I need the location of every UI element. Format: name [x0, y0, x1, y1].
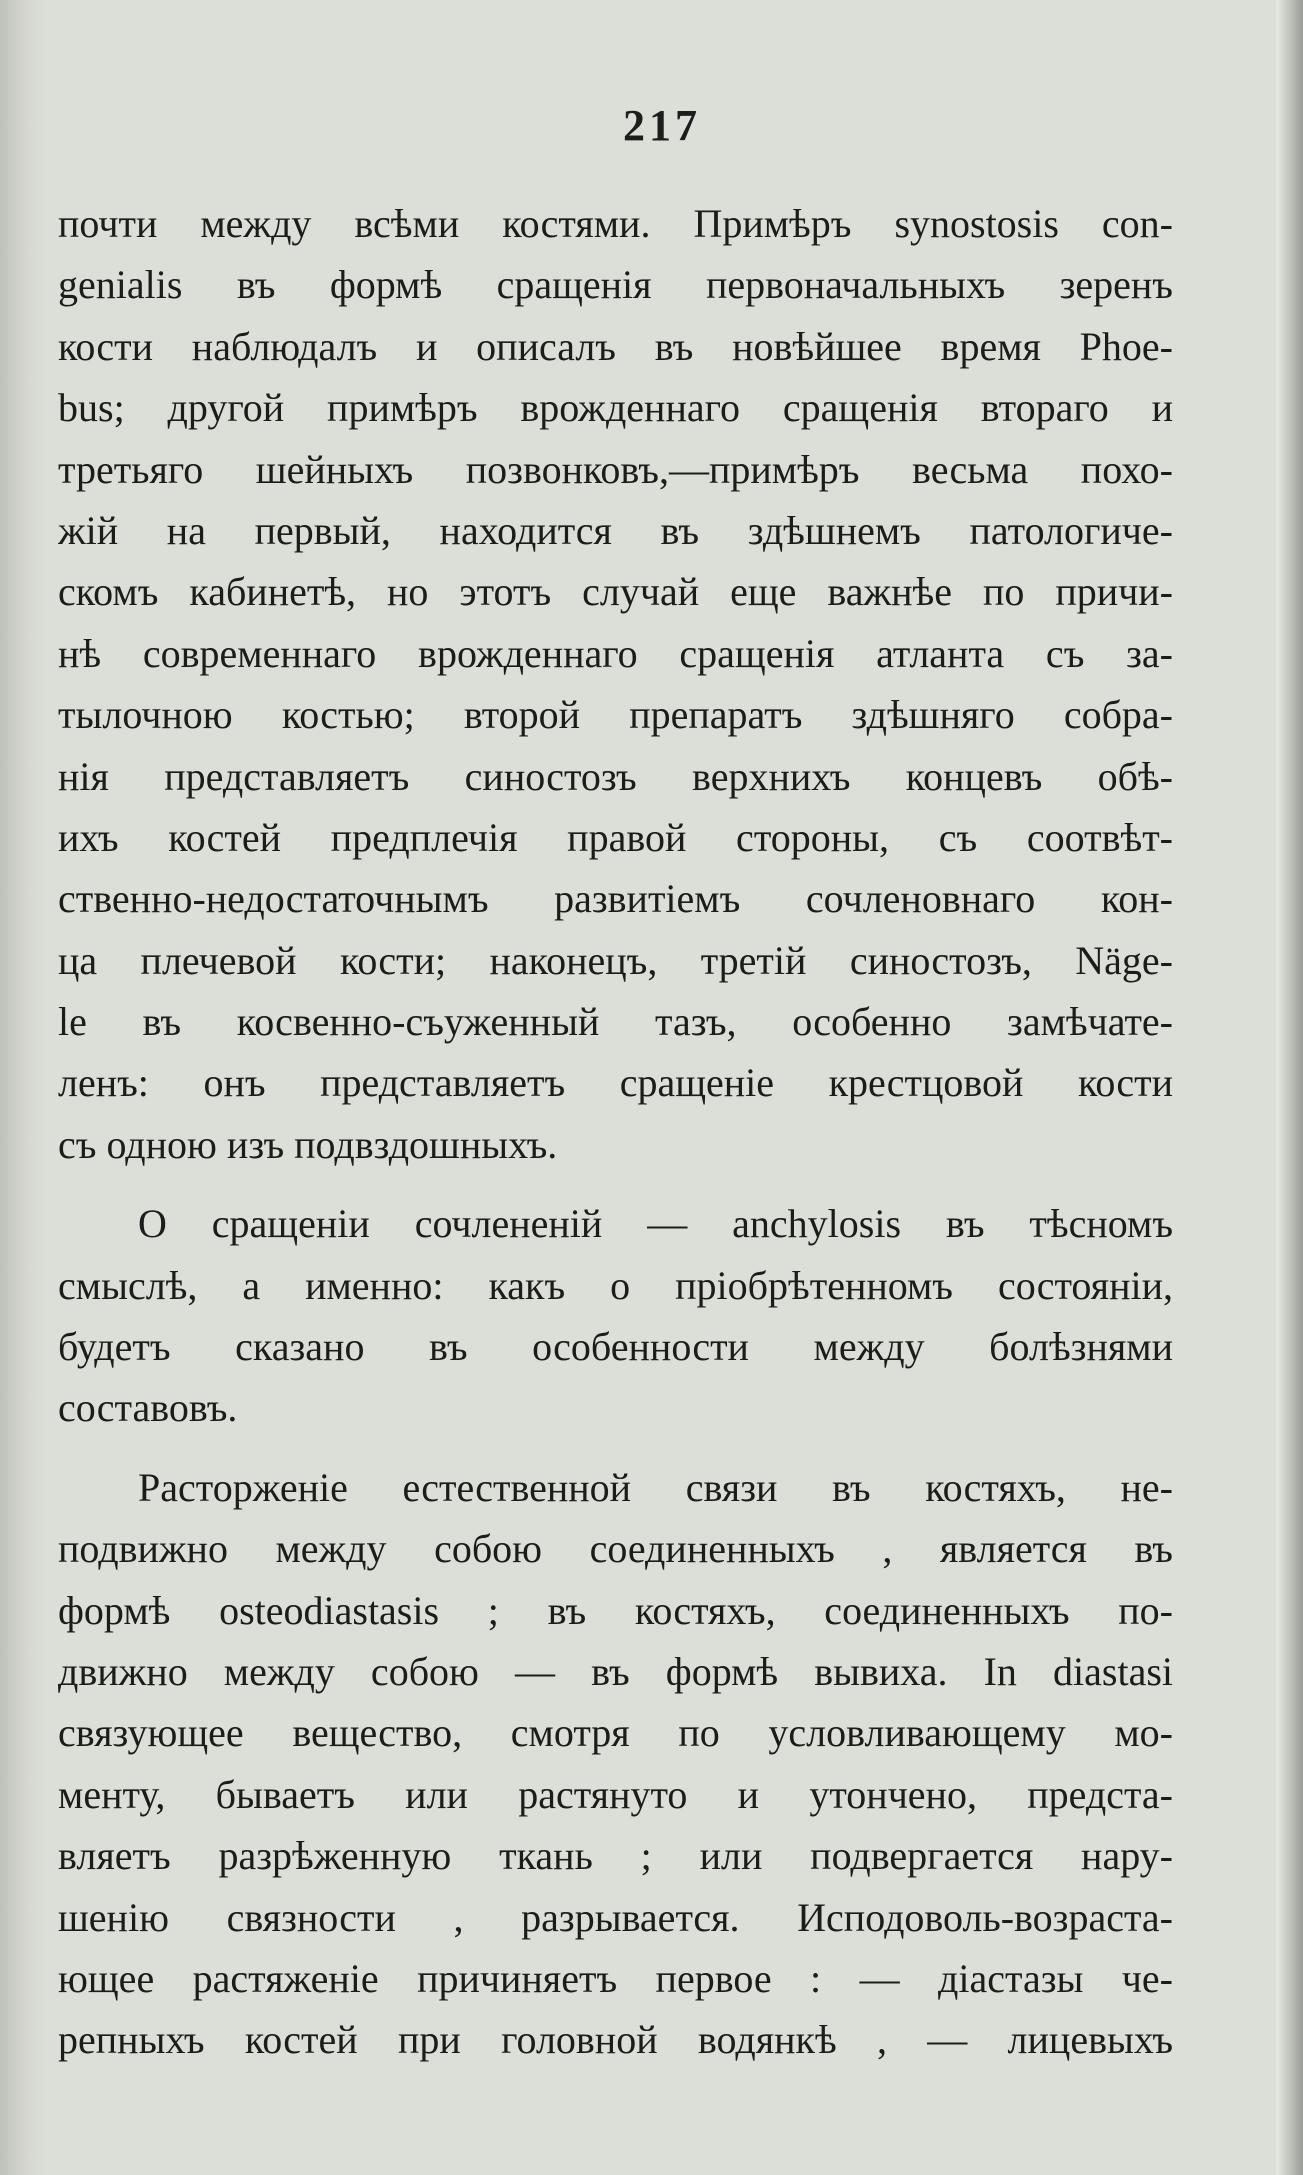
text-line: ца плечевой кости; наконецъ, третій синостозъ, Näge-: [58, 937, 1173, 983]
book-page: [48, 0, 1276, 2175]
text-line: ленъ: онъ представляетъ сращеніе крестцовой кости: [58, 1060, 1173, 1106]
text-line: связующее вещество, смотря по условливающему мо-: [58, 1710, 1173, 1756]
page-gutter: [0, 0, 48, 2175]
paragraph: [58, 193, 1173, 1175]
text-line: Расторженіе естественной связи въ костяхъ, не-: [138, 1464, 1173, 1510]
text-line: движно между собою — въ формѣ вывиха. In diastasi: [58, 1648, 1173, 1694]
text-line: почти между всѣми костями. Примѣръ synostosis con-: [58, 201, 1173, 246]
text-line: менту, бываетъ или растянуто и утончено, предста-: [58, 1771, 1173, 1817]
text-line: О сращеніи сочлененій — anchylosis въ тѣсномъ: [138, 1201, 1173, 1247]
text-line: тылочною костью; второй препаратъ здѣшняго собра-: [58, 692, 1173, 738]
text-line: вляетъ разрѣженную ткань ; или подвергается нару-: [58, 1833, 1173, 1879]
text-line: ственно-недостаточнымъ развитіемъ сочленовнаго кон-: [58, 876, 1173, 922]
text-line: ющее растяженіе причиняетъ первое : — діастазы че-: [58, 1955, 1173, 2001]
text-line: кости наблюдалъ и описалъ въ новѣйшее время Phoe-: [58, 323, 1173, 369]
text-line: съ одною изъ подвздошныхъ.: [58, 1121, 558, 1167]
text-line: le въ косвенно-съуженный тазъ, особенно замѣчате-: [58, 999, 1173, 1045]
text-line: bus; другой примѣръ врожденнаго сращенія втораго и: [58, 385, 1173, 431]
body-text: [58, 193, 1173, 2071]
page-number: 217: [623, 101, 701, 150]
text-line: нѣ современнаго врожденнаго сращенія атланта съ за-: [58, 630, 1173, 676]
text-line: составовъ.: [58, 1385, 238, 1431]
paragraph: [58, 1193, 1173, 1439]
text-line: формѣ osteodiastasis ; въ костяхъ, соединенныхъ по-: [58, 1587, 1173, 1633]
page-edge: [1276, 0, 1303, 2175]
text-line: будетъ сказано въ особенности между болѣзнями: [58, 1324, 1173, 1370]
text-line: нія представляетъ синостозъ верхнихъ концевъ обѣ-: [58, 753, 1173, 799]
paragraph: [58, 1457, 1173, 2071]
text-line: репныхъ костей при головной водянкѣ , — лицевыхъ: [58, 2017, 1173, 2063]
text-line: подвижно между собою соединенныхъ , является въ: [58, 1526, 1173, 1572]
text-line: третьяго шейныхъ позвонковъ,—примѣръ весьма похо-: [58, 446, 1173, 492]
text-line: жій на первый, находится въ здѣшнемъ патологиче-: [58, 507, 1173, 553]
text-line: смыслѣ, а именно: какъ о пріобрѣтенномъ состояніи,: [58, 1262, 1173, 1308]
text-line: шенію связности , разрывается. Исподоволь-возраста-: [58, 1894, 1173, 1940]
text-line: ихъ костей предплечія правой стороны, съ соотвѣт-: [58, 814, 1173, 860]
text-line: скомъ кабинетѣ, но этотъ случай еще важнѣе по причи-: [58, 569, 1173, 615]
text-line: genialis въ формѣ сращенія первоначальныхъ зеренъ: [58, 262, 1173, 308]
